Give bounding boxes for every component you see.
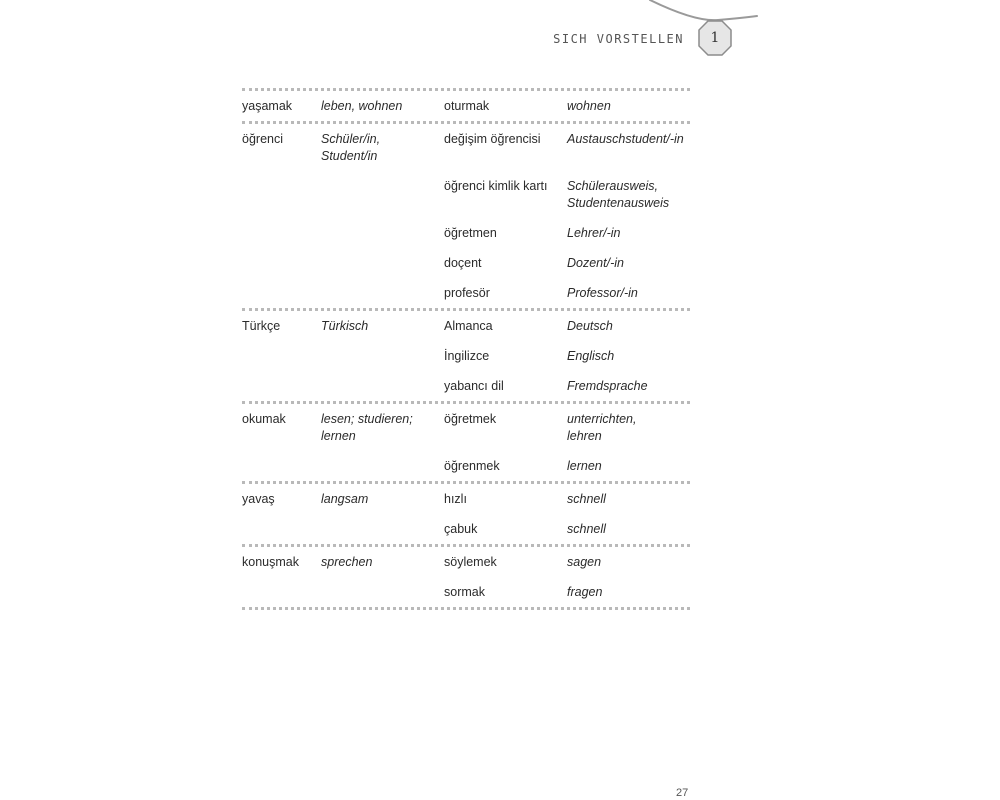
turkish-headword: konuşmak xyxy=(242,555,299,569)
vocabulary-row xyxy=(242,318,690,335)
vocabulary-group xyxy=(242,484,690,547)
german-headword-translation: sprechen xyxy=(321,555,373,569)
german-headword-translation: langsam xyxy=(321,492,369,506)
vocabulary-group xyxy=(242,124,690,311)
turkish-related-word: hızlı xyxy=(444,492,467,506)
german-related-translation: schnell xyxy=(567,522,606,536)
german-related-translation: Schülerausweis, Studentenausweis xyxy=(567,179,670,210)
german-related-translation: Fremdsprache xyxy=(567,379,648,393)
turkish-related-word: Almanca xyxy=(444,319,493,333)
turkish-related-word: yabancı dil xyxy=(444,379,504,393)
vocabulary-row xyxy=(242,131,690,165)
vocabulary-group xyxy=(242,311,690,404)
turkish-related-word: öğrenci kimlik kartı xyxy=(444,179,548,193)
german-headword-translation: leben, wohnen xyxy=(321,99,403,113)
vocabulary-row xyxy=(242,225,690,242)
german-headword-translation: lesen; studieren; lernen xyxy=(321,412,413,443)
german-related-translation: sagen xyxy=(567,555,602,569)
german-related-translation: fragen xyxy=(567,585,603,599)
vocabulary-row xyxy=(242,378,690,395)
vocabulary-row xyxy=(242,348,690,365)
turkish-related-word: değişim öğrencisi xyxy=(444,132,541,146)
german-headword-translation: Türkisch xyxy=(321,319,369,333)
turkish-related-word: çabuk xyxy=(444,522,478,536)
turkish-related-word: doçent xyxy=(444,256,482,270)
turkish-related-word: öğretmek xyxy=(444,412,497,426)
chapter-badge xyxy=(698,20,732,56)
turkish-headword: öğrenci xyxy=(242,132,283,146)
turkish-related-word: söylemek xyxy=(444,555,497,569)
page-number: 27 xyxy=(676,787,689,799)
section-title: SICH VORSTELLEN xyxy=(553,32,684,46)
german-related-translation: schnell xyxy=(567,492,606,506)
turkish-related-word: sormak xyxy=(444,585,485,599)
vocabulary-row xyxy=(242,98,690,115)
vocabulary-row xyxy=(242,255,690,272)
vocabulary-row xyxy=(242,285,690,302)
german-related-translation: Deutsch xyxy=(567,319,613,333)
chapter-number: 1 xyxy=(710,30,720,46)
turkish-headword: Türkçe xyxy=(242,319,281,333)
german-related-translation: Lehrer/-in xyxy=(567,226,621,240)
vocabulary-group xyxy=(242,404,690,484)
german-related-translation: lernen xyxy=(567,459,602,473)
german-related-translation: Dozent/-in xyxy=(567,256,624,270)
turkish-related-word: öğretmen xyxy=(444,226,497,240)
german-related-translation: Englisch xyxy=(567,349,615,363)
german-related-translation: unterrichten, lehren xyxy=(567,412,637,443)
vocabulary-table xyxy=(242,88,690,610)
vocabulary-row xyxy=(242,491,690,508)
german-headword-translation: Schüler/in, Student/in xyxy=(321,132,381,163)
german-related-translation: Professor/-in xyxy=(567,286,638,300)
turkish-related-word: öğrenmek xyxy=(444,459,500,473)
vocabulary-row xyxy=(242,584,690,601)
vocabulary-group xyxy=(242,91,690,124)
vocabulary-row xyxy=(242,521,690,538)
german-related-translation: Austauschstudent/-in xyxy=(567,132,684,146)
turkish-headword: yaşamak xyxy=(242,99,293,113)
vocabulary-row xyxy=(242,178,690,212)
vocabulary-row xyxy=(242,554,690,571)
decorative-curve-line xyxy=(0,0,1000,40)
turkish-related-word: profesör xyxy=(444,286,490,300)
german-related-translation: wohnen xyxy=(567,99,611,113)
vocabulary-group xyxy=(242,547,690,610)
turkish-headword: yavaş xyxy=(242,492,275,506)
chapter-header xyxy=(553,20,732,56)
turkish-related-word: oturmak xyxy=(444,99,490,113)
vocabulary-row xyxy=(242,458,690,475)
turkish-headword: okumak xyxy=(242,412,286,426)
vocabulary-row xyxy=(242,411,690,445)
turkish-related-word: İngilizce xyxy=(444,349,490,363)
